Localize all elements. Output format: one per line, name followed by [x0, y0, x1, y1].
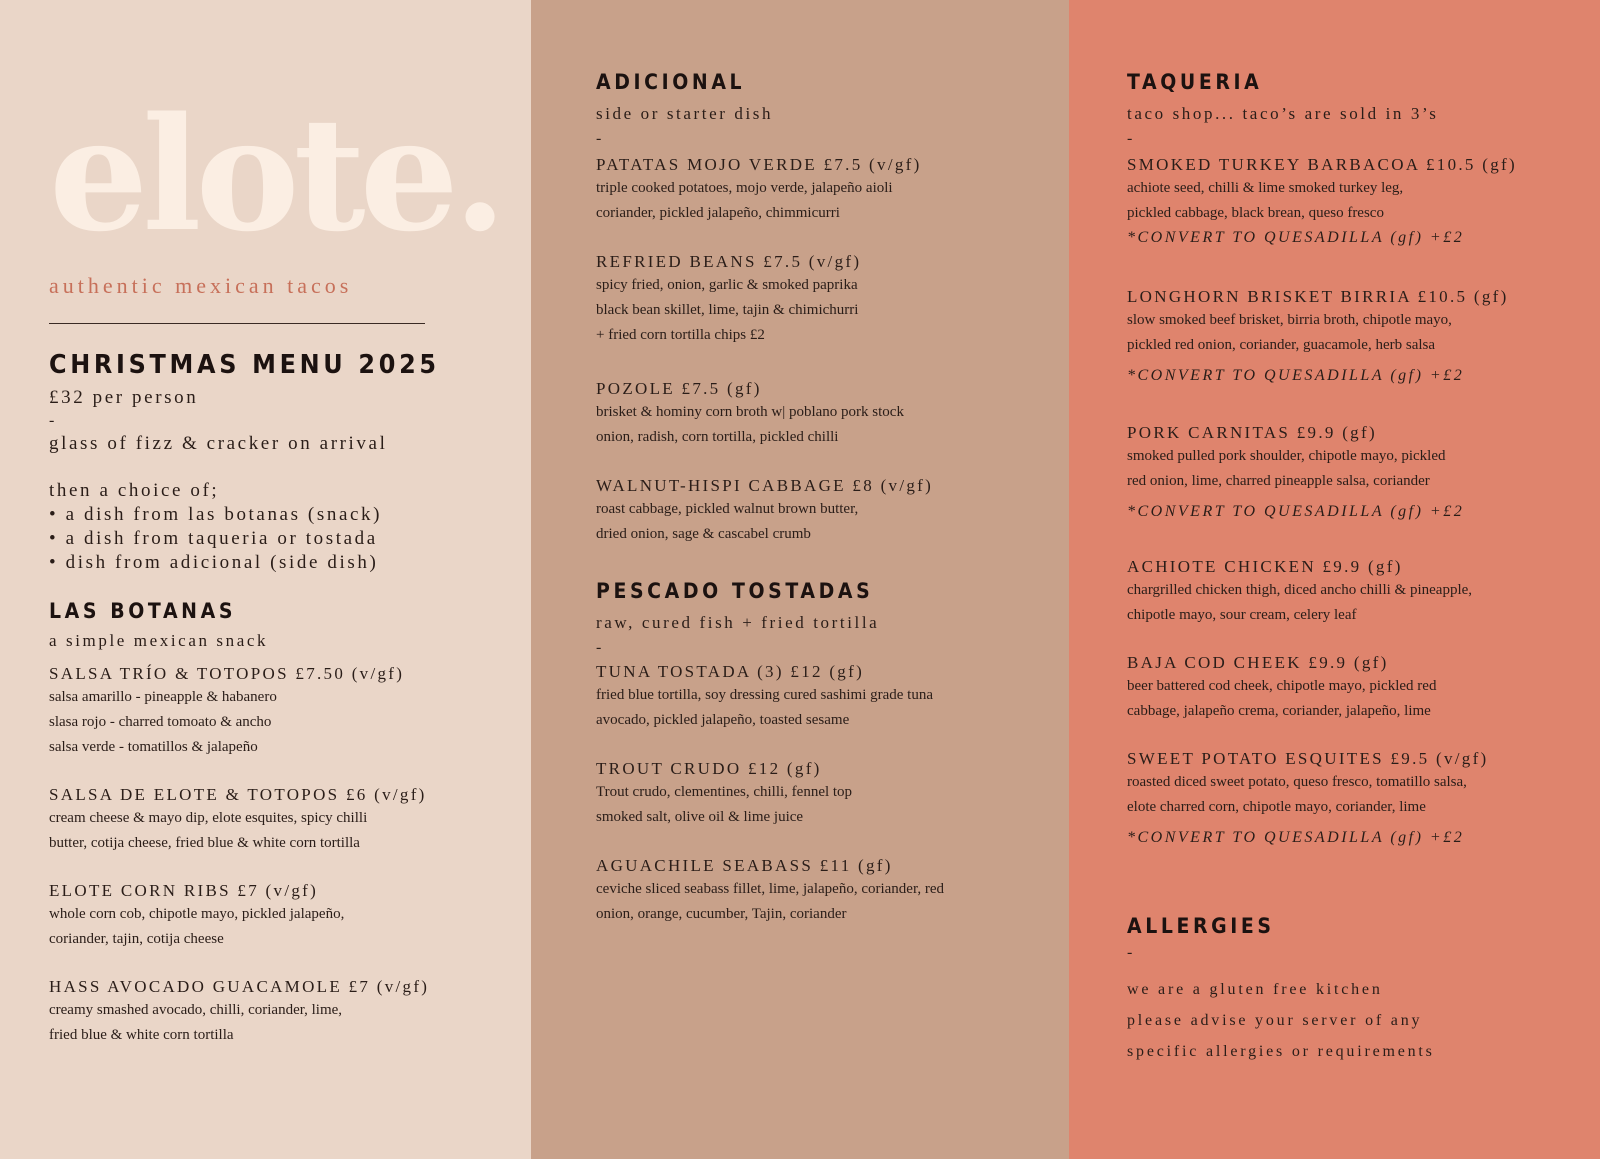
menu-item — [596, 855, 1069, 927]
allergy-line: we are a gluten free kitchen — [1127, 981, 1383, 998]
menu-column-middle — [531, 0, 1069, 1159]
item-title — [596, 475, 1069, 497]
item-desc: brisket & hominy corn broth w| poblano pork stock — [596, 404, 904, 420]
adicional-subtitle: side or starter dish — [596, 104, 774, 123]
item-desc: black bean skillet, lime, tajin & chimichurri — [596, 302, 859, 318]
allergy-line: specific allergies or requirements — [1127, 1043, 1435, 1060]
item-name: WALNUT-HISPI CABBAGE — [596, 476, 846, 495]
choice-item: • a dish from taqueria or tostada — [49, 528, 378, 549]
item-price: £7.5 (v/gf) — [823, 155, 922, 174]
taqueria-dash: - — [1127, 130, 1135, 147]
item-desc: beer battered cod cheek, chipotle mayo, pickled red — [1127, 678, 1437, 694]
brand-logo: elote. — [49, 83, 502, 266]
choice-item: • dish from adicional (side dish) — [49, 552, 379, 573]
item-desc: fried blue tortilla, soy dressing cured sashimi grade tuna — [596, 687, 933, 703]
menu-item — [596, 475, 1069, 547]
item-desc: salsa verde - tomatillos & jalapeño — [49, 739, 258, 755]
menu-item — [49, 880, 531, 952]
item-desc: achiote seed, chilli & lime smoked turkey leg, — [1127, 180, 1404, 196]
item-title — [49, 880, 531, 902]
adicional-dash: - — [596, 130, 604, 147]
item-desc: cabbage, jalapeño crema, coriander, jalapeño, lime — [1127, 703, 1431, 719]
item-desc: chargrilled chicken thigh, diced ancho chilli & pineapple, — [1127, 582, 1473, 598]
item-title — [596, 758, 1069, 780]
item-price: £7.5 (v/gf) — [763, 252, 862, 271]
item-desc: roasted diced sweet potato, queso fresco, tomatillo salsa, — [1127, 774, 1467, 790]
item-desc: salsa amarillo - pineapple & habanero — [49, 689, 277, 705]
item-name: TUNA TOSTADA (3) — [596, 662, 784, 681]
item-desc: whole corn cob, chipotle mayo, pickled jalapeño, — [49, 906, 345, 922]
botanas-title: LAS BOTANAS — [49, 599, 237, 623]
item-price: £8 (v/gf) — [852, 476, 934, 495]
item-name: POZOLE — [596, 379, 675, 398]
quesadilla-note: *CONVERT TO QUESADILLA (gf) +£2 — [1127, 503, 1465, 520]
item-desc: red onion, lime, charred pineapple salsa, coriander — [1127, 473, 1430, 489]
item-name: LONGHORN BRISKET BIRRIA — [1127, 287, 1411, 306]
tostadas-dash: - — [596, 639, 604, 656]
item-desc: ceviche sliced seabass fillet, lime, jalapeño, coriander, red — [596, 881, 944, 897]
item-title — [49, 663, 531, 685]
item-price: £6 (v/gf) — [345, 785, 427, 804]
item-desc: coriander, pickled jalapeño, chimmicurri — [596, 205, 840, 221]
item-price: £12 (gf) — [747, 759, 822, 778]
menu-item — [1127, 652, 1600, 724]
item-name: SALSA DE ELOTE & TOTOPOS — [49, 785, 340, 804]
allergy-line: please advise your server of any — [1127, 1012, 1423, 1029]
item-price: £10.5 (gf) — [1417, 287, 1509, 306]
quesadilla-note: *CONVERT TO QUESADILLA (gf) +£2 — [1127, 229, 1465, 246]
item-price: £7 (v/gf) — [348, 977, 430, 996]
menu-item — [596, 378, 1069, 450]
allergies-dash: - — [1127, 944, 1135, 961]
brand-tagline: authentic mexican tacos — [49, 273, 353, 298]
menu-item — [1127, 286, 1600, 388]
item-name: SMOKED TURKEY BARBACOA — [1127, 155, 1420, 174]
menu-item — [1127, 748, 1600, 850]
item-price: £12 (gf) — [790, 662, 865, 681]
item-name: HASS AVOCADO GUACAMOLE — [49, 977, 343, 996]
item-price: £11 (gf) — [819, 856, 893, 875]
item-desc: slasa rojo - charred tomoato & ancho — [49, 714, 272, 730]
item-title — [1127, 652, 1600, 674]
menu-item — [49, 976, 531, 1048]
item-desc: coriander, tajin, cotija cheese — [49, 931, 224, 947]
item-desc: butter, cotija cheese, fried blue & white corn tortilla — [49, 835, 360, 851]
item-price: £9.9 (gf) — [1296, 423, 1377, 442]
item-price: £9.9 (gf) — [1308, 653, 1389, 672]
quesadilla-note: *CONVERT TO QUESADILLA (gf) +£2 — [1127, 829, 1465, 846]
menu-item — [596, 758, 1069, 830]
menu-item — [1127, 556, 1600, 628]
item-price: £7.5 (gf) — [681, 379, 762, 398]
item-title — [1127, 286, 1600, 308]
item-name: BAJA COD CHEEK — [1127, 653, 1302, 672]
item-desc: chipotle mayo, sour cream, celery leaf — [1127, 607, 1357, 623]
botanas-subtitle: a simple mexican snack — [49, 631, 269, 650]
menu-item — [49, 784, 531, 856]
item-desc: dried onion, sage & cascabel crumb — [596, 526, 811, 542]
christmas-title: CHRISTMAS MENU 2025 — [49, 350, 440, 380]
item-title — [596, 661, 1069, 683]
tostadas-title: PESCADO TOSTADAS — [596, 579, 874, 603]
item-price: £9.9 (gf) — [1322, 557, 1403, 576]
item-title — [596, 154, 1069, 176]
item-desc: smoked salt, olive oil & lime juice — [596, 809, 804, 825]
item-name: ELOTE CORN RIBS — [49, 881, 231, 900]
allergies-title: ALLERGIES — [1127, 914, 1275, 938]
tostadas-subtitle: raw, cured fish + fried tortilla — [596, 613, 880, 632]
item-name: ACHIOTE CHICKEN — [1127, 557, 1316, 576]
item-desc: creamy smashed avocado, chilli, coriander, lime, — [49, 1002, 343, 1018]
menu-item — [1127, 422, 1600, 524]
item-desc: fried blue & white corn tortilla — [49, 1027, 234, 1043]
item-desc: pickled cabbage, black brean, queso fresco — [1127, 205, 1384, 221]
christmas-price: £32 per person — [49, 387, 199, 408]
item-price: £10.5 (gf) — [1425, 155, 1517, 174]
item-price: £9.5 (v/gf) — [1390, 749, 1489, 768]
menu-item — [596, 661, 1069, 733]
item-name: PORK CARNITAS — [1127, 423, 1291, 442]
item-desc: spicy fried, onion, garlic & smoked paprika — [596, 277, 858, 293]
item-title — [1127, 154, 1600, 176]
item-title — [1127, 748, 1600, 770]
menu-item — [596, 154, 1069, 226]
taqueria-title: TAQUERIA — [1127, 70, 1263, 94]
item-name: TROUT CRUDO — [596, 759, 742, 778]
quesadilla-note: *CONVERT TO QUESADILLA (gf) +£2 — [1127, 367, 1465, 384]
item-desc: Trout crudo, clementines, chilli, fennel top — [596, 784, 853, 800]
item-name: PATATAS MOJO VERDE — [596, 155, 817, 174]
item-title — [49, 784, 531, 806]
item-title — [596, 855, 1069, 877]
item-price: £7 (v/gf) — [237, 881, 319, 900]
christmas-arrival: glass of fizz & cracker on arrival — [49, 433, 388, 454]
item-title — [596, 378, 1069, 400]
item-name: AGUACHILE SEABASS — [596, 856, 814, 875]
menu-item — [1127, 154, 1600, 250]
divider — [49, 323, 425, 324]
item-title — [49, 976, 531, 998]
item-desc: elote charred corn, chipotle mayo, coriander, lime — [1127, 799, 1426, 815]
menu-item — [596, 251, 1069, 348]
item-name: SWEET POTATO ESQUITES — [1127, 749, 1384, 768]
item-title — [1127, 422, 1600, 444]
item-desc: triple cooked potatoes, mojo verde, jalapeño aioli — [596, 180, 893, 196]
menu-item — [49, 663, 531, 760]
item-price: £7.50 (v/gf) — [295, 664, 405, 683]
choice-intro: then a choice of; — [49, 480, 220, 501]
item-desc: cream cheese & mayo dip, elote esquites, spicy chilli — [49, 810, 368, 826]
menu-column-right — [1069, 0, 1600, 1159]
adicional-title: ADICIONAL — [596, 70, 746, 94]
item-desc: + fried corn tortilla chips £2 — [596, 327, 765, 343]
item-desc: smoked pulled pork shoulder, chipotle mayo, pickled — [1127, 448, 1446, 464]
item-title — [1127, 556, 1600, 578]
item-desc: onion, radish, corn tortilla, pickled chilli — [596, 429, 839, 445]
item-title — [596, 251, 1069, 273]
allergies-notice — [1127, 974, 1600, 1067]
item-desc: roast cabbage, pickled walnut brown butter, — [596, 501, 859, 517]
taqueria-subtitle: taco shop... taco’s are sold in 3’s — [1127, 104, 1439, 123]
item-desc: avocado, pickled jalapeño, toasted sesame — [596, 712, 850, 728]
item-name: REFRIED BEANS — [596, 252, 757, 271]
item-desc: onion, orange, cucumber, Tajin, coriander — [596, 906, 847, 922]
menu-column-left — [0, 0, 531, 1159]
item-desc: slow smoked beef brisket, birria broth, chipotle mayo, — [1127, 312, 1452, 328]
christmas-dash: - — [49, 412, 57, 429]
item-desc: pickled red onion, coriander, guacamole, herb salsa — [1127, 337, 1436, 353]
item-name: SALSA TRÍO & TOTOPOS — [49, 664, 289, 683]
choice-item: • a dish from las botanas (snack) — [49, 504, 383, 525]
